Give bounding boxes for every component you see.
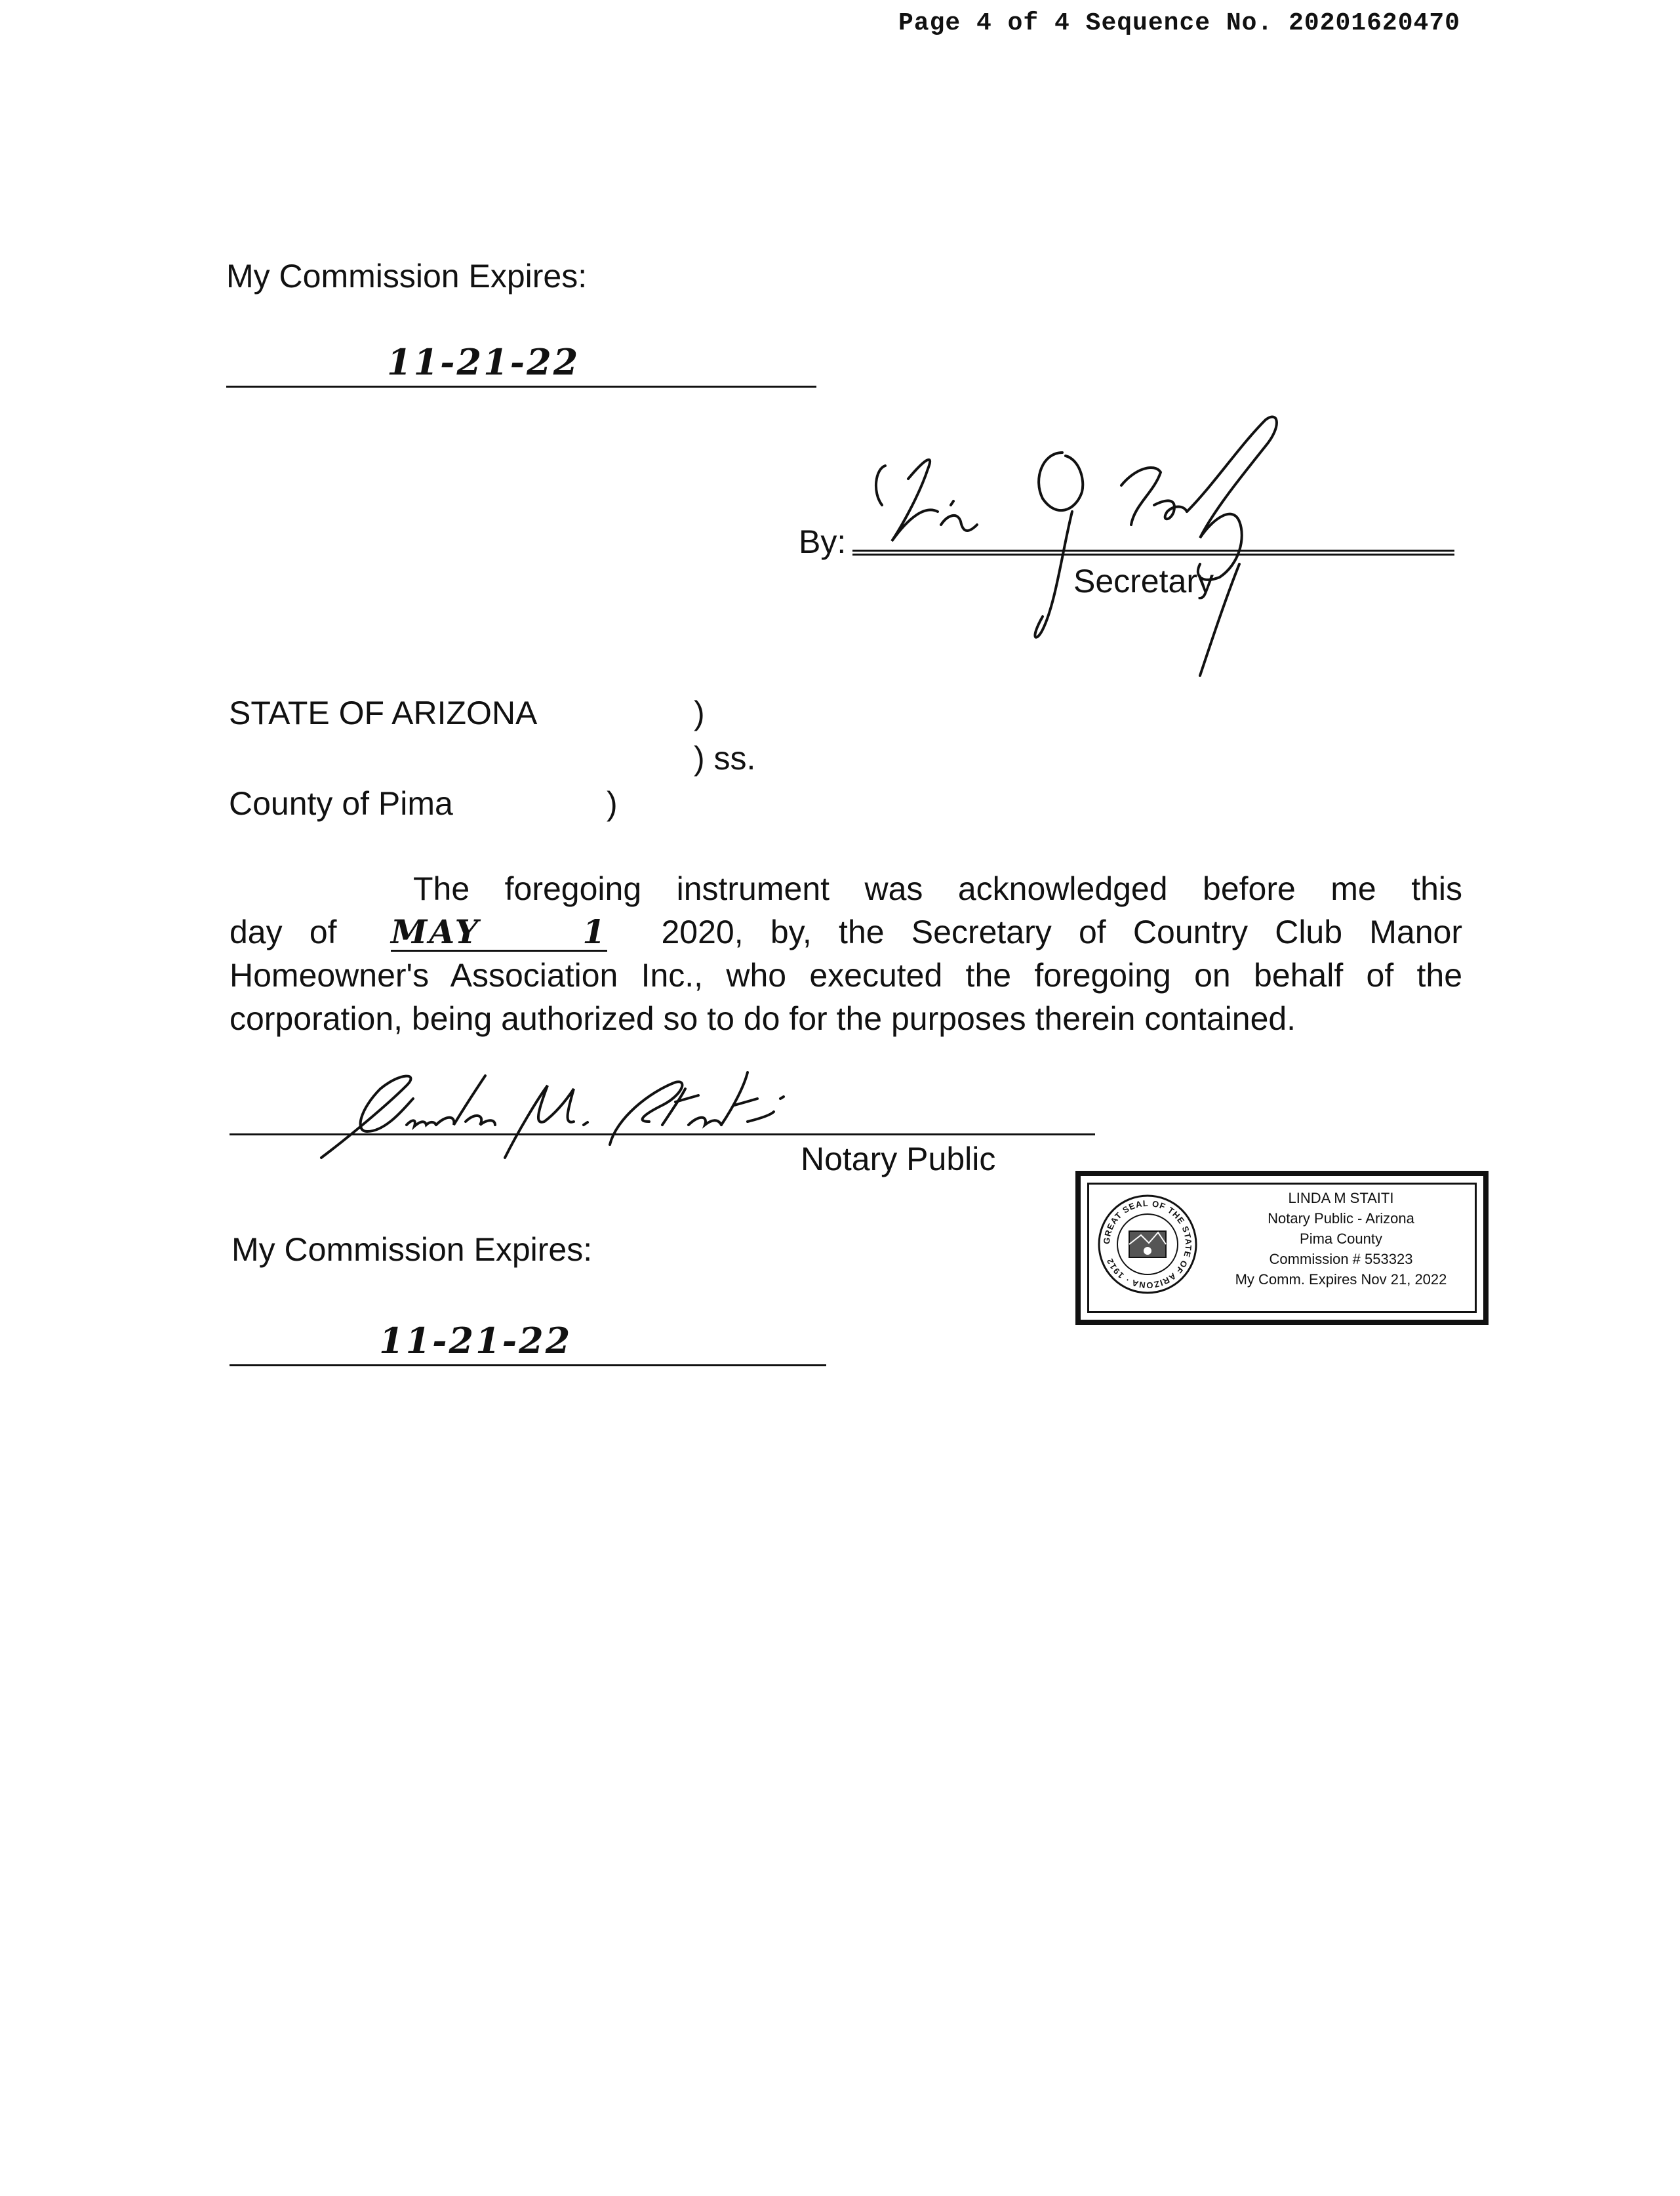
secretary-title: Secretary [1073,563,1214,600]
commission-expires-label: My Commission Expires: [226,258,588,295]
ack-line-3: Homeowner's Association Inc., who executed the foregoing on behalf of the [230,957,1462,994]
ack-line-4: corporation, being authorized so to do for the purposes therein contained. [230,1000,1296,1037]
notary-signature-line [230,1133,1095,1135]
state-label: STATE OF ARIZONA [229,695,538,731]
notary-public-label: Notary Public [801,1141,996,1177]
acknowledgment-paragraph [230,867,1462,1040]
county-paren: ) [607,785,618,822]
stamp-county: Pima County [1300,1230,1382,1247]
commission-expires-date: 11-21-22 [387,341,580,383]
stamp-notary-title: Notary Public - Arizona [1268,1210,1414,1227]
state-paren: ) [694,695,705,731]
notary-commission-expires-label: My Commission Expires: [231,1231,593,1268]
notary-commission-date-line [230,1364,826,1366]
commission-date-line [226,386,816,388]
ack-day-prefix: day of [230,914,337,950]
by-label: By: [799,523,847,560]
ack-line-2: 2020, by, the Secretary of Country Club Manor [661,914,1462,950]
stamp-commission-number: Commission # 553323 [1269,1251,1413,1267]
stamp-notary-name: LINDA M STAITI [1288,1190,1394,1206]
page-sequence-header: Page 4 of 4 Sequence No. 20201620470 [898,9,1460,37]
county-label: County of Pima [229,785,453,822]
notary-commission-expires-date: 11-21-22 [379,1320,572,1362]
svg-text:GREAT SEAL OF THE STATE OF ARI: GREAT SEAL OF THE STATE OF ARIZONA · 1912 [1101,1198,1194,1291]
secretary-signature [846,407,1436,702]
notary-stamp [1075,1171,1489,1325]
arizona-state-seal [1095,1192,1200,1297]
ss-label: ) ss. [694,740,756,777]
stamp-expiration: My Comm. Expires Nov 21, 2022 [1235,1271,1447,1288]
notary-stamp-text [1205,1188,1477,1290]
ack-day-blank [391,914,607,952]
ack-line-1: The foregoing instrument was acknowledged before me this [413,870,1462,907]
ack-day-value: MAY 1 [391,912,608,951]
notary-signature [308,1059,807,1171]
